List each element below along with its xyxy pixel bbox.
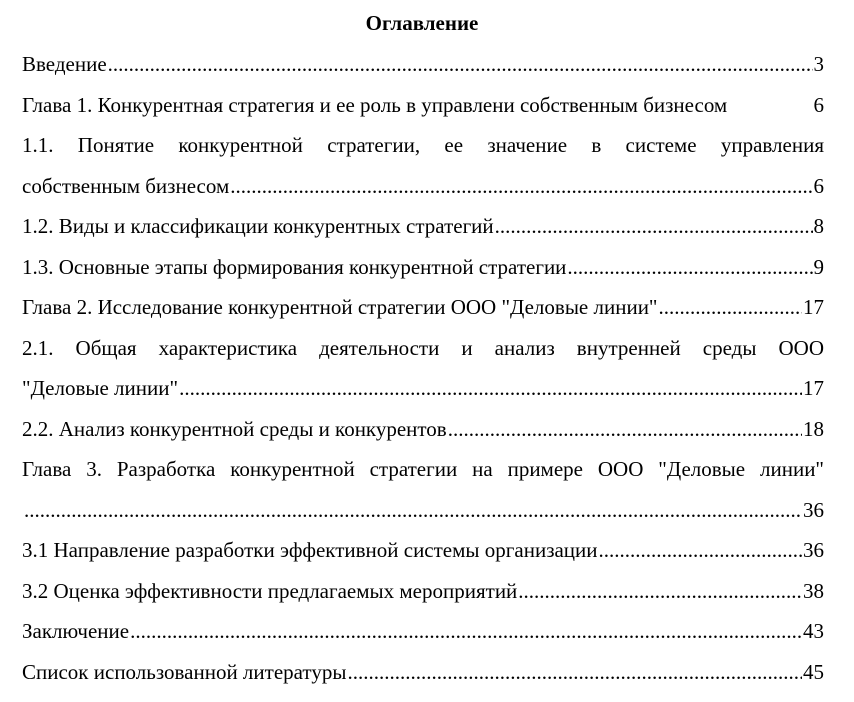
dot-leader bbox=[567, 247, 812, 288]
toc-entry-2-1-line1[interactable] bbox=[22, 328, 824, 369]
toc-entry-chapter-3-line1[interactable] bbox=[22, 449, 824, 490]
toc-entry-text: 2.2. Анализ конкурентной среды и конкурентов bbox=[22, 416, 447, 441]
toc-entry-text: собственным бизнесом bbox=[22, 173, 230, 198]
toc-entry-text: 3.1 Направление разработки эффективной системы организации bbox=[22, 538, 598, 562]
dot-leader bbox=[179, 368, 802, 409]
toc-entry-1-3[interactable] bbox=[22, 247, 824, 288]
toc-entry-text: Список использованной литературы bbox=[22, 659, 347, 684]
dot-leader bbox=[659, 287, 802, 328]
dot-leader bbox=[108, 44, 813, 85]
dot-leader bbox=[599, 530, 802, 571]
toc-entry-text: "Деловые линии" bbox=[22, 376, 179, 400]
toc-entry-introduction[interactable] bbox=[22, 44, 824, 85]
toc-entry-conclusion[interactable] bbox=[22, 611, 824, 652]
toc-entry-text: Глава 1. Конкурентная стратегия и ее роль в управлени собственным бизнесом bbox=[22, 92, 728, 117]
dot-leader bbox=[130, 611, 802, 652]
toc-page-number: 17 bbox=[803, 295, 824, 319]
toc-entry-chapter-3-line2[interactable] bbox=[22, 490, 824, 531]
toc-entry-text: Введение bbox=[22, 52, 107, 76]
dot-leader bbox=[230, 166, 812, 207]
dot-leader bbox=[495, 206, 813, 247]
toc-entry-text: 1.2. Виды и классификации конкурентных стратегий bbox=[22, 214, 494, 238]
toc-entry-text: 2.1. Общая характеристика деятельности и анализ внутренней среды ООО bbox=[22, 335, 824, 360]
toc-entry-text: Заключение bbox=[22, 619, 130, 643]
dot-leader bbox=[448, 409, 802, 450]
toc-entry-1-2[interactable] bbox=[22, 206, 824, 247]
toc-page-number: 8 bbox=[813, 214, 824, 238]
toc-entry-references[interactable] bbox=[22, 652, 824, 693]
toc-page-number: 6 bbox=[813, 173, 824, 198]
toc-page-number: 36 bbox=[803, 497, 824, 522]
toc-entry-1-1-line2[interactable] bbox=[22, 166, 824, 207]
toc-page-number: 38 bbox=[803, 578, 824, 603]
toc-page-number: 43 bbox=[803, 619, 824, 643]
toc-entry-text: 1.1. Понятие конкурентной стратегии, ее значение в системе управления bbox=[22, 133, 824, 157]
dot-leader bbox=[518, 571, 802, 612]
toc-entry-chapter-1[interactable] bbox=[22, 85, 824, 126]
toc-page-number: 9 bbox=[813, 254, 824, 279]
dot-leader bbox=[347, 652, 802, 693]
toc-entry-1-1-line1[interactable] bbox=[22, 125, 824, 166]
toc-entry-2-2[interactable] bbox=[22, 409, 824, 450]
toc-page-number: 45 bbox=[803, 659, 824, 684]
toc-entry-2-1-line2[interactable] bbox=[22, 368, 824, 409]
toc-page-number: 36 bbox=[803, 538, 824, 562]
toc-page-number: 6 bbox=[813, 92, 824, 117]
toc-entry-text: 1.3. Основные этапы формирования конкурентной стратегии bbox=[22, 254, 567, 279]
toc-entry-3-1[interactable] bbox=[22, 530, 824, 571]
toc-entry-text: 3.2 Оценка эффективности предлагаемых мероприятий bbox=[22, 578, 518, 603]
toc-entry-chapter-2[interactable] bbox=[22, 287, 824, 328]
dot-leader bbox=[24, 490, 802, 531]
toc-title: Оглавление bbox=[365, 11, 479, 35]
toc-entry-text: Глава 3. Разработка конкурентной стратегии на примере ООО "Деловые линии" bbox=[22, 457, 824, 481]
toc-list bbox=[22, 44, 824, 692]
toc-page-number: 18 bbox=[803, 416, 824, 441]
toc-page-number: 17 bbox=[803, 376, 824, 400]
toc-page-number: 3 bbox=[813, 52, 824, 76]
toc-entry-text: Глава 2. Исследование конкурентной стратегии ООО "Деловые линии" bbox=[22, 295, 658, 319]
toc-entry-3-2[interactable] bbox=[22, 571, 824, 612]
